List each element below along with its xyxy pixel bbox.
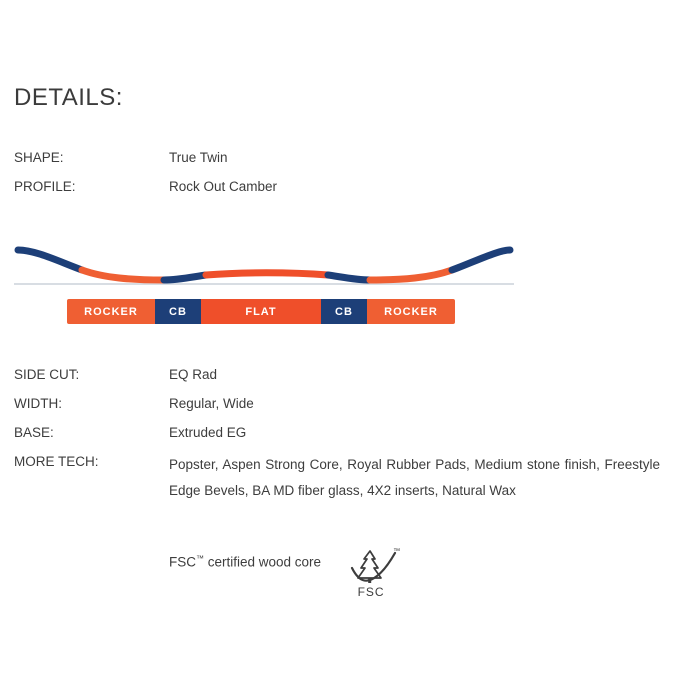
zone-cb-left: CB	[155, 299, 201, 324]
page-title: DETAILS:	[14, 84, 123, 111]
profile-rocker-left	[82, 270, 164, 280]
fsc-logo-trademark: ™	[393, 548, 401, 555]
spec-row	[14, 423, 666, 444]
spec-value-shape: True Twin	[169, 150, 228, 165]
profile-zone-bar	[67, 299, 455, 324]
spec-row	[14, 365, 666, 386]
spec-value-more-tech: Popster, Aspen Strong Core, Royal Rubber Pads, Medium stone finish, Freestyle Edge Bevels, BA MD fiber glass, 4X2 inserts, Natural Wax	[169, 456, 660, 499]
spec-row	[14, 148, 666, 169]
spec-label-shape: SHAPE:	[14, 150, 64, 165]
spec-label-base: BASE:	[14, 424, 54, 440]
spec-label-more-tech: MORE TECH:	[14, 453, 99, 469]
zone-rocker-left: ROCKER	[67, 299, 155, 324]
zone-cb-right: CB	[321, 299, 367, 324]
profile-camber-left	[164, 275, 206, 280]
fsc-logo	[343, 548, 399, 599]
fsc-text	[169, 548, 321, 570]
profile-tip-right	[452, 250, 510, 270]
fsc-text-main: FSC	[169, 554, 196, 570]
spec-value-base: Extruded EG	[169, 424, 247, 440]
fsc-logo-label: FSC	[357, 585, 385, 599]
lower-spec-list	[14, 365, 666, 512]
spec-row	[14, 452, 666, 505]
spec-row	[14, 177, 666, 198]
zone-rocker-right: ROCKER	[367, 299, 455, 324]
profile-rocker-right	[370, 270, 452, 280]
spec-value-side-cut: EQ Rad	[169, 367, 218, 382]
profile-camber-right	[328, 275, 370, 280]
profile-tip-left	[18, 250, 82, 270]
fsc-certification	[169, 548, 399, 599]
tree-checkmark-icon	[343, 548, 399, 586]
spec-value-profile: Rock Out Camber	[169, 178, 278, 194]
spec-row	[14, 394, 666, 415]
spec-value-width: Regular, Wide	[169, 395, 254, 411]
spec-label-side-cut: SIDE CUT:	[14, 367, 80, 382]
snowboard-profile-graphic	[14, 232, 514, 292]
spec-label-width: WIDTH:	[14, 395, 62, 411]
zone-flat: FLAT	[201, 299, 321, 324]
upper-spec-list	[14, 148, 666, 206]
fsc-text-rest: certified wood core	[204, 554, 322, 570]
fsc-text-trademark: ™	[196, 554, 204, 563]
profile-flat	[206, 273, 328, 275]
spec-label-profile: PROFILE:	[14, 178, 76, 194]
